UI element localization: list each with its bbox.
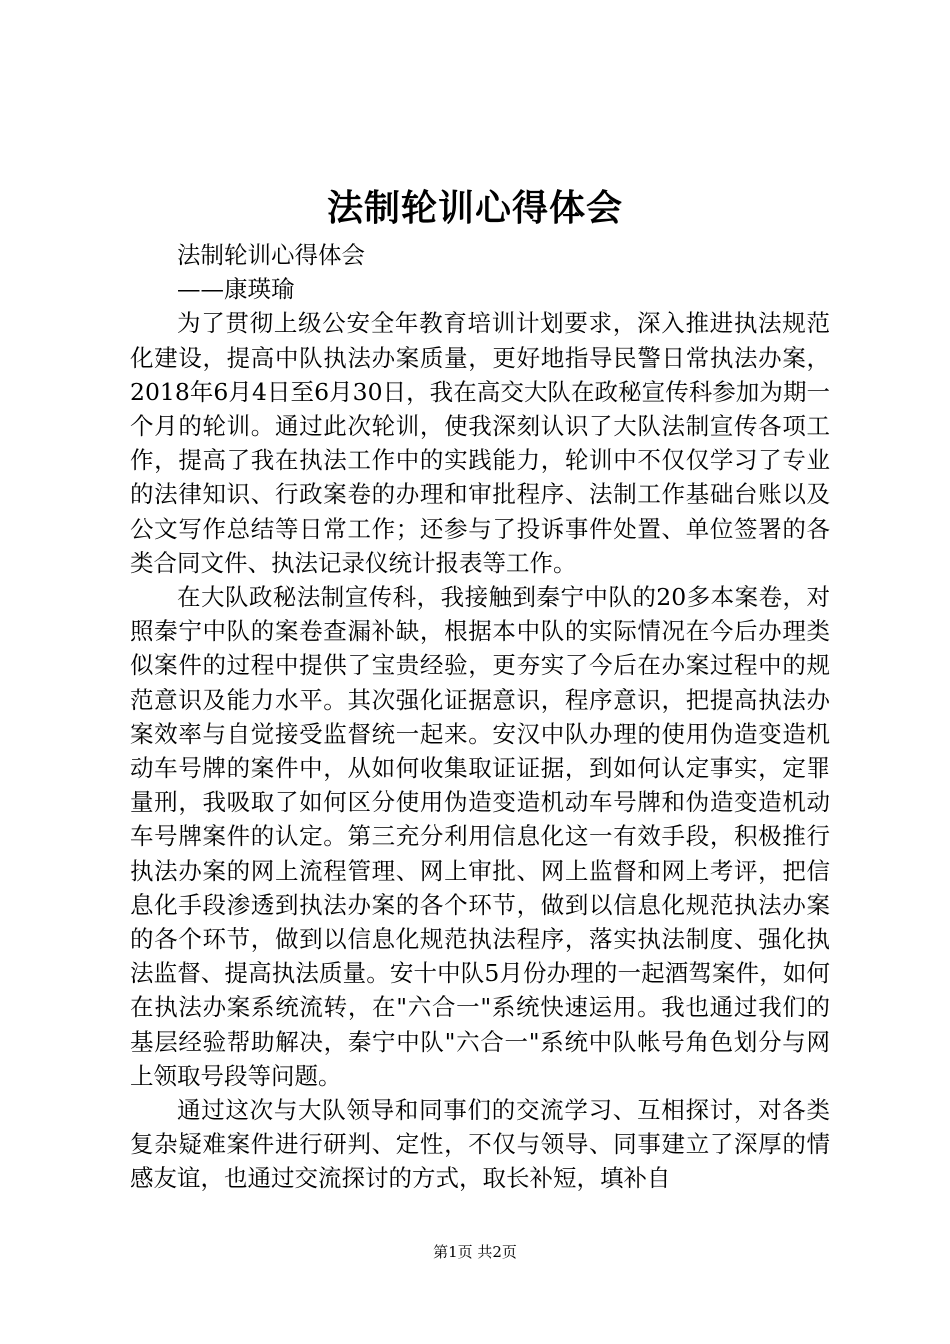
page-footer: 第1页 共2页 <box>433 1243 517 1261</box>
paragraph-2: 在大队政秘法制宣传科，我接触到秦宁中队的20多本案卷，对照秦宁中队的案卷查漏补缺，根据本中队的实际情况在今后办理类似案件的过程中提供了宝贵经验，更夯实了今后在办案过程中的规范意识及能力水平。其次强化证据意识，程序意识，把提高执法办案效率与自觉接受监督统一起来。安汉中队办理的使用伪造变造机动车号牌的案件中，从如何收集取证证据，到如何认定事实，定罪量刑，我吸取了如何区分使用伪造变造机动车号牌和伪造变造机动车号牌案件的认定。第三充分利用信息化这一有效手段，积极推行执法办案的网上流程管理、网上审批、网上监督和网上考评，把信息化手段渗透到执法办案的各个环节，做到以信息化规范执法办案的各个环节，做到以信息化规范执法程序，落实执法制度、强化执法监督、提高执法质量。安十中队5月份办理的一起酒驾案件，如何在执法办案系统流转，在"六合一"系统快速运用。我也通过我们的基层经验帮助解决，秦宁中队"六合一"系统中队帐号角色划分与网上领取号段等问题。 <box>130 583 830 1090</box>
author-line: ——康瑛瑜 <box>177 275 295 304</box>
subtitle-line: 法制轮训心得体会 <box>177 241 365 269</box>
document-title: 法制轮训心得体会 <box>326 187 623 229</box>
document-body <box>130 238 830 1196</box>
paragraph-1: 为了贯彻上级公安全年教育培训计划要求，深入推进执法规范化建设，提高中队执法办案质量，更好地指导民警日常执法办案，2018年6月4日至6月30日，我在高交大队在政秘宣传科参加为期一个月的轮训。通过此次轮训，使我深刻认识了大队法制宣传各项工作，提高了我在执法工作中的实践能力，轮训中不仅仅学习了专业的法律知识、行政案卷的办理和审批程序、法制工作基础台账以及公文写作总结等日常工作；还参与了投诉事件处置、单位签署的各类合同文件、执法记录仪统计报表等工作。 <box>130 309 830 577</box>
paragraph-3: 通过这次与大队领导和同事们的交流学习、互相探讨，对各类复杂疑难案件进行研判、定性，不仅与领导、同事建立了深厚的情感友谊，也通过交流探讨的方式，取长补短，填补自 <box>130 1096 830 1193</box>
